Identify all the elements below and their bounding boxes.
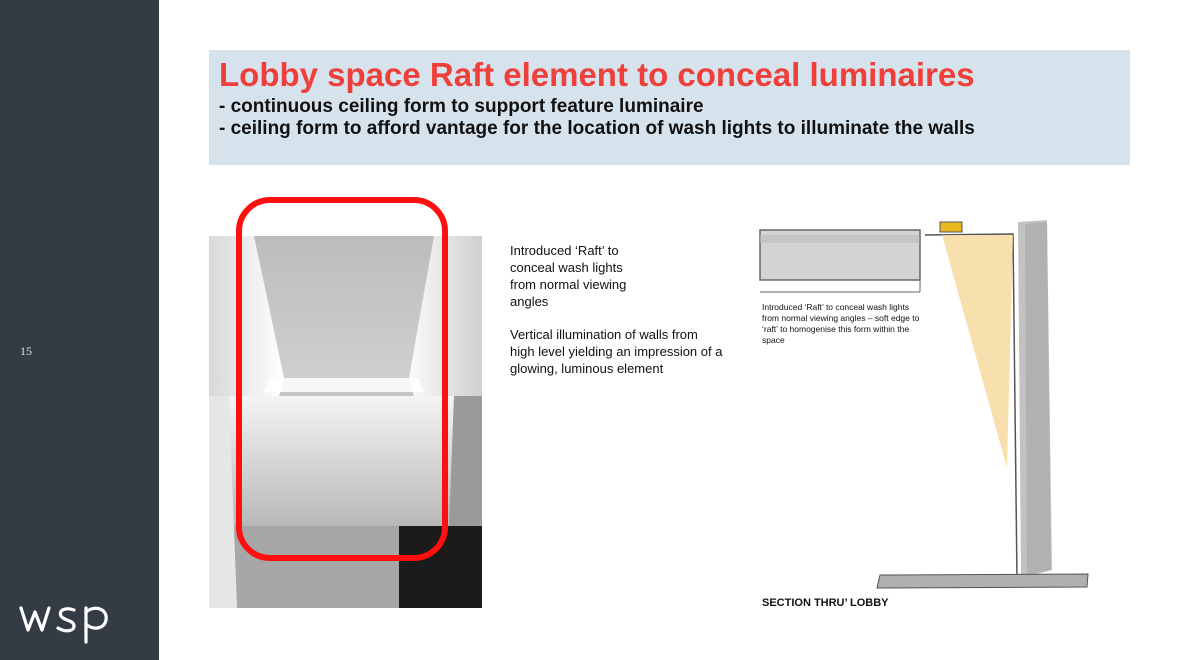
section-sketch: [755, 210, 1095, 595]
raft-description: Introduced ‘Raft’ to conceal wash lights from normal viewing angles: [510, 243, 627, 309]
bullet-1: - continuous ceiling form to support feature luminaire: [219, 96, 704, 117]
highlight-outline: [236, 197, 448, 561]
illumination-description: Vertical illumination of walls from high level yielding an impression of a glowing, luminous element: [510, 327, 723, 376]
section-caption: SECTION THRU’ LOBBY: [762, 597, 889, 609]
bullet-2: - ceiling form to afford vantage for the location of wash lights to illuminate the walls: [219, 118, 975, 139]
title-band: [209, 50, 1130, 165]
page-number: 15: [20, 344, 32, 358]
left-sidebar: [0, 0, 159, 660]
light-wedge: [942, 235, 1013, 468]
slide-title: Lobby space Raft element to conceal luminaires: [219, 56, 975, 93]
sketch-note: Introduced ‘Raft’ to conceal wash lights from normal viewing angles – soft edge to ‘raft’ to homogenise this form within the space: [762, 302, 920, 345]
wsp-logo: [18, 596, 114, 644]
